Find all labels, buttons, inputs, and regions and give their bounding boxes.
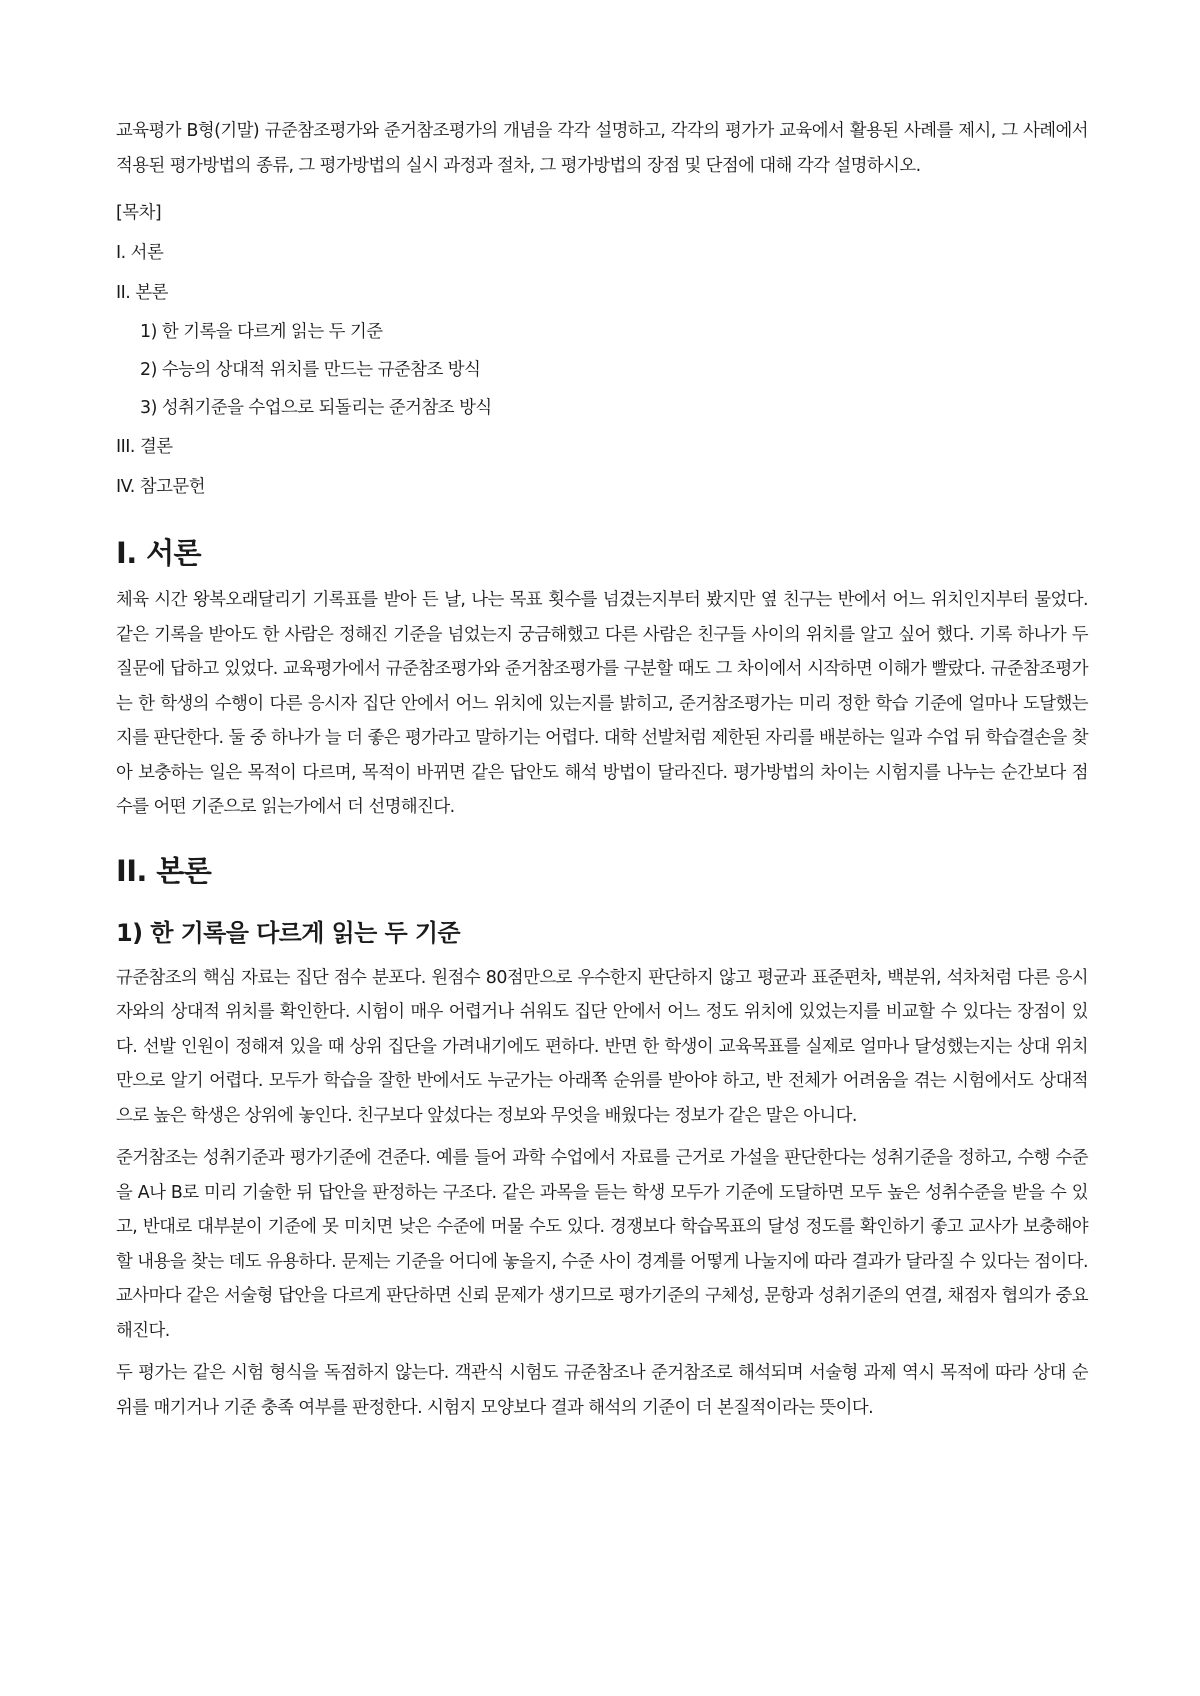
toc-item-conclusion: III. 결론 — [116, 437, 173, 457]
table-of-contents — [116, 193, 1088, 507]
toc-item-body-2: 2) 수능의 상대적 위치를 만드는 규준참조 방식 — [140, 360, 481, 380]
toc-item-body-3: 3) 성취기준을 수업으로 되돌리는 준거참조 방식 — [140, 398, 492, 418]
assignment-question: 교육평가 B형(기말) 규준참조평가와 준거참조평가의 개념을 각각 설명하고, 각각의 평가가 교육에서 활용된 사례를 제시, 그 사례에서 적용된 평가방법의 종류, 그 평가방법의 실시 과정과 절차, 그 평가방법의 장점 및 단점에 대해 각각 설명하시오. — [116, 121, 1088, 176]
subsection-1-heading: 1) 한 기록을 다르게 읽는 두 기준 — [116, 918, 461, 947]
toc-item-intro: I. 서론 — [116, 243, 164, 263]
toc-item-body-1: 1) 한 기록을 다르게 읽는 두 기준 — [140, 322, 383, 342]
subsection-1-paragraph-3: 두 평가는 같은 시험 형식을 독점하지 않는다. 객관식 시험도 규준참조나 준거참조로 해석되며 서술형 과제 역시 목적에 따라 상대 순위를 매기거나 기준 충족 여부를 판정한다. 시험지 모양보다 결과 해석의 기준이 더 본질적이라는 뜻이다. — [116, 1363, 1088, 1418]
subsection-1-paragraph-1: 규준참조의 핵심 자료는 집단 점수 분포다. 원점수 80점만으로 우수한지 판단하지 않고 평균과 표준편차, 백분위, 석차처럼 다른 응시자와의 상대적 위치를 확인한다. 시험이 매우 어렵거나 쉬워도 집단 안에서 어느 정도 위치에 있었는지를 비교할 수 있다는 장점이 있다. 선발 인원이 정해져 있을 때 상위 집단을 가려내기에도 편하다. 반면 한 학생이 교육목표를 실제로 얼마나 달성했는지는 상대 위치만으로 알기 어렵다. 모두가 학습을 잘한 반에서도 누군가는 아래쪽 순위를 받아야 하고, 반 전체가 어려움을 겪는 시험에서도 상대적으로 높은 학생은 상위에 놓인다. 친구보다 앞섰다는 정보와 무엇을 배웠다는 정보가 같은 말은 아니다. — [116, 967, 1088, 1126]
intro-heading: I. 서론 — [116, 536, 201, 570]
toc-item-references: IV. 참고문헌 — [116, 477, 206, 497]
subsection-1-paragraph-2: 준거참조는 성취기준과 평가기준에 견준다. 예를 들어 과학 수업에서 자료를 근거로 가설을 판단한다는 성취기준을 정하고, 수행 수준을 A나 B로 미리 기술한 뒤 답안을 판정하는 구조다. 같은 과목을 듣는 학생 모두가 기준에 도달하면 모두 높은 성취수준을 받을 수 있고, 반대로 대부분이 기준에 못 미치면 낮은 수준에 머물 수도 있다. 경쟁보다 학습목표의 달성 정도를 확인하기 좋고 교사가 보충해야 할 내용을 찾는 데도 유용하다. 문제는 기준을 어디에 놓을지, 수준 사이 경계를 어떻게 나눌지에 따라 결과가 달라질 수 있다는 점이다. 교사마다 같은 서술형 답안을 다르게 판단하면 신뢰 문제가 생기므로 평가기준의 구체성, 문항과 성취기준의 연결, 채점자 협의가 중요해진다. — [116, 1148, 1088, 1341]
toc-item-body: II. 본론 — [116, 283, 168, 303]
intro-paragraph: 체육 시간 왕복오래달리기 기록표를 받아 든 날, 나는 목표 횟수를 넘겼는지부터 봤지만 옆 친구는 반에서 어느 위치인지부터 물었다. 같은 기록을 받아도 한 사람은 정해진 기준을 넘었는지 궁금해했고 다른 사람은 친구들 사이의 위치를 알고 싶어 했다. 기록 하나가 두 질문에 답하고 있었다. 교육평가에서 규준참조평가와 준거참조평가를 구분할 때도 그 차이에서 시작하면 이해가 빨랐다. 규준참조평가는 한 학생의 수행이 다른 응시자 집단 안에서 어느 위치에 있는지를 밝히고, 준거참조평가는 미리 정한 학습 기준에 얼마나 도달했는지를 판단한다. 둘 중 하나가 늘 더 좋은 평가라고 말하기는 어렵다. 대학 선발처럼 제한된 자리를 배분하는 일과 수업 뒤 학습결손을 찾아 보충하는 일은 목적이 다르며, 목적이 바뀌면 같은 답안도 해석 방법이 달라진다. 평가방법의 차이는 시험지를 나누는 순간보다 점수를 어떤 기준으로 읽는가에서 더 선명해진다. — [116, 590, 1088, 817]
document-page — [116, 114, 1088, 1433]
toc-title: [목차] — [116, 203, 162, 223]
body-heading: II. 본론 — [116, 853, 212, 888]
toc-list — [116, 233, 1088, 507]
